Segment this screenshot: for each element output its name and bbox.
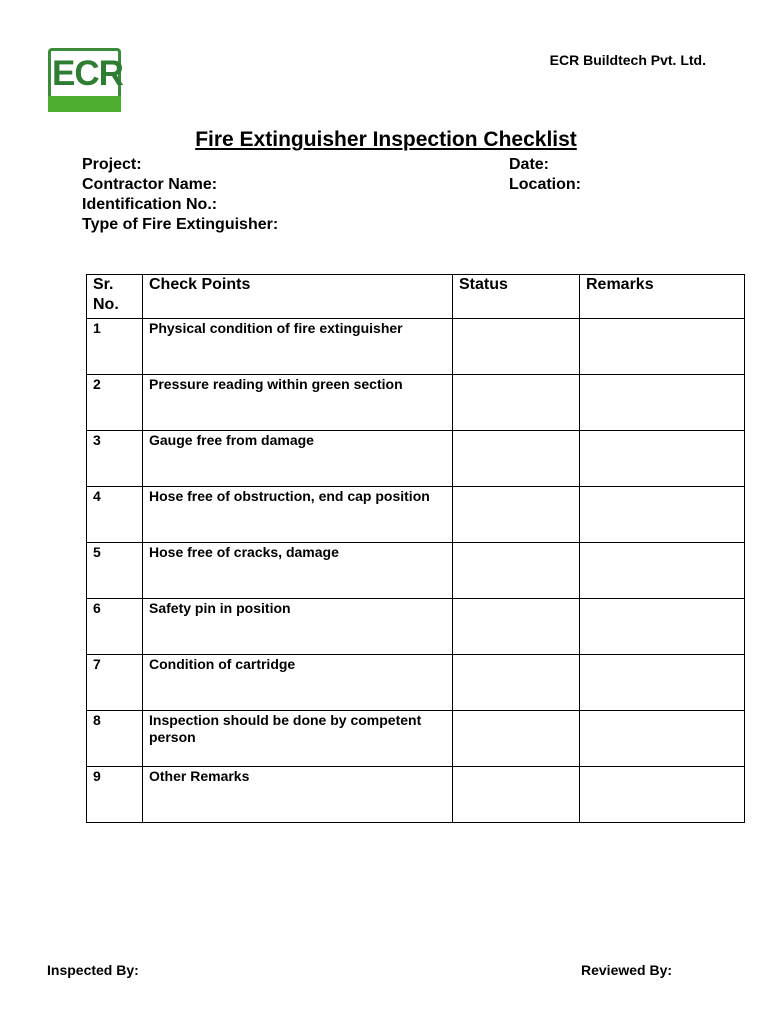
inspection-table — [86, 274, 745, 823]
project-label: Project: — [82, 156, 142, 173]
check-point-cell: Hose free of obstruction, end cap position — [143, 487, 453, 543]
remarks-cell[interactable] — [580, 655, 745, 711]
remarks-cell[interactable] — [580, 375, 745, 431]
remarks-cell[interactable] — [580, 319, 745, 375]
header-remarks: Remarks — [580, 275, 745, 319]
check-point-cell: Condition of cartridge — [143, 655, 453, 711]
table-row — [87, 375, 745, 431]
company-logo — [48, 48, 121, 112]
remarks-cell[interactable] — [580, 543, 745, 599]
status-cell[interactable] — [453, 711, 580, 767]
remarks-cell[interactable] — [580, 767, 745, 823]
sr-cell: 6 — [87, 599, 143, 655]
status-cell[interactable] — [453, 487, 580, 543]
identification-label: Identification No.: — [82, 196, 218, 213]
sr-cell: 2 — [87, 375, 143, 431]
table-row — [87, 319, 745, 375]
table-row — [87, 655, 745, 711]
extinguisher-type-label: Type of Fire Extinguisher: — [82, 216, 279, 233]
table-row — [87, 543, 745, 599]
logo-bar — [48, 96, 121, 112]
remarks-cell[interactable] — [580, 487, 745, 543]
table-header-row — [87, 275, 745, 319]
remarks-cell[interactable] — [580, 599, 745, 655]
table-row — [87, 599, 745, 655]
sr-cell: 4 — [87, 487, 143, 543]
header-sr-no: Sr. No. — [87, 275, 143, 319]
sr-cell: 3 — [87, 431, 143, 487]
date-label: Date: — [509, 156, 550, 173]
sr-cell: 8 — [87, 711, 143, 767]
status-cell[interactable] — [453, 543, 580, 599]
location-label: Location: — [509, 176, 581, 193]
sr-cell: 1 — [87, 319, 143, 375]
status-cell[interactable] — [453, 319, 580, 375]
sr-cell: 9 — [87, 767, 143, 823]
page-title: Fire Extinguisher Inspection Checklist — [195, 128, 577, 151]
header-status: Status — [453, 275, 580, 319]
check-point-cell: Hose free of cracks, damage — [143, 543, 453, 599]
company-name: ECR Buildtech Pvt. Ltd. — [549, 52, 706, 68]
remarks-cell[interactable] — [580, 711, 745, 767]
status-cell[interactable] — [453, 375, 580, 431]
reviewed-by-label: Reviewed By: — [581, 962, 673, 978]
status-cell[interactable] — [453, 599, 580, 655]
header-check-points: Check Points — [143, 275, 453, 319]
check-point-cell: Safety pin in position — [143, 599, 453, 655]
remarks-cell[interactable] — [580, 431, 745, 487]
status-cell[interactable] — [453, 655, 580, 711]
status-cell[interactable] — [453, 767, 580, 823]
check-point-cell: Inspection should be done by competent person — [143, 711, 453, 767]
inspected-by-label: Inspected By: — [47, 962, 139, 978]
status-cell[interactable] — [453, 431, 580, 487]
table-row — [87, 487, 745, 543]
check-point-cell: Other Remarks — [143, 767, 453, 823]
contractor-label: Contractor Name: — [82, 176, 218, 193]
sr-cell: 5 — [87, 543, 143, 599]
check-point-cell: Physical condition of fire extinguisher — [143, 319, 453, 375]
table-row — [87, 711, 745, 767]
sr-cell: 7 — [87, 655, 143, 711]
table-row — [87, 431, 745, 487]
check-point-cell: Gauge free from damage — [143, 431, 453, 487]
check-point-cell: Pressure reading within green section — [143, 375, 453, 431]
logo-text: ECR — [52, 54, 123, 93]
table-row — [87, 767, 745, 823]
